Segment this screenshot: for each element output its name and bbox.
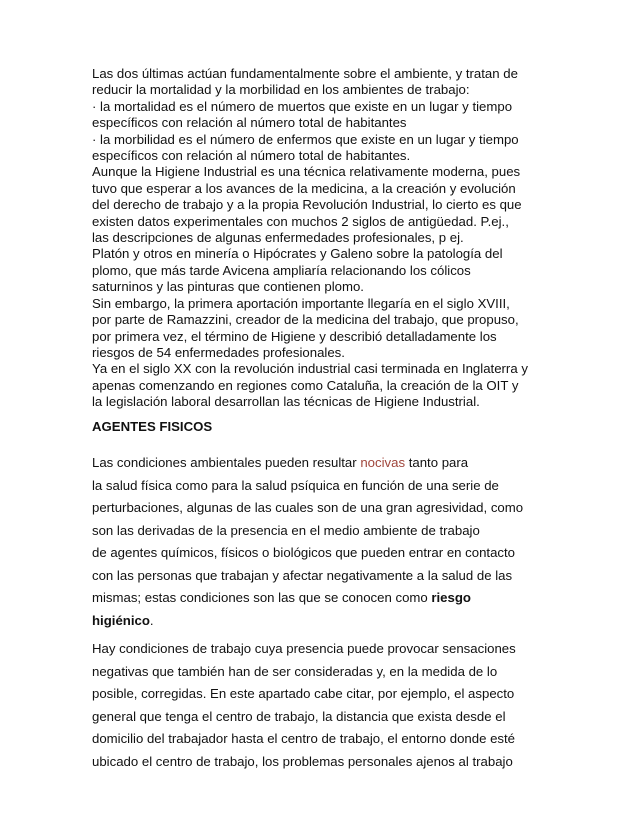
text-line: general que tenga el centro de trabajo, la distancia que exista desde el [92, 708, 506, 724]
text-line: con las personas que trabajan y afectar negativamente a la salud de las [92, 567, 513, 583]
text-line: apenas comenzando en regiones como Cataluña, la creación de la OIT y [92, 377, 519, 393]
text-line: Platón y otros en minería o Hipócrates y Galeno sobre la patología del [92, 246, 503, 262]
text-line: por primera vez, el término de Higiene y describió detalladamente los [92, 328, 497, 344]
text-line: específicos con relación al número total de habitantes [92, 115, 407, 131]
text-line: reducir la mortalidad y la morbilidad en los ambientes de trabajo: [92, 82, 470, 98]
agents-section [92, 452, 562, 773]
text-line: · la morbilidad es el número de enfermos que existe en un lugar y tiempo [92, 131, 519, 147]
text-line: negativas que también han de ser consideradas y, en la medida de lo [92, 663, 498, 679]
text-line: Ya en el siglo XX con la revolución industrial casi terminada en Inglaterra y [92, 361, 528, 377]
text-segment: . [149, 612, 154, 628]
text-line: perturbaciones, algunas de las cuales son de una gran agresividad, como [92, 500, 524, 515]
text-line: saturninos y las pinturas que contienen plomo. [92, 279, 364, 295]
text-line: Hay condiciones de trabajo cuya presencia puede provocar sensaciones [92, 641, 516, 656]
paragraph-1 [92, 452, 562, 632]
text-line: plomo, que más tarde Avicena ampliaría relacionando los cólicos [92, 262, 471, 278]
text-line: son las derivadas de la presencia en el medio ambiente de trabajo [92, 522, 480, 538]
text-line: específicos con relación al número total de habitantes. [92, 148, 411, 164]
nocivas-link[interactable]: nocivas [360, 455, 406, 470]
text-line [92, 610, 562, 633]
text-line: riesgos de 54 enfermedades profesionales. [92, 344, 345, 360]
text-line: del derecho de trabajo y a la propia Revolución Industrial, lo cierto es que [92, 197, 522, 213]
paragraph-2 [92, 638, 562, 773]
text-line: la salud física como para la salud psíquica en función de una serie de [92, 477, 499, 493]
text-line [92, 587, 562, 610]
intro-section [92, 66, 562, 411]
section-heading: AGENTES FISICOS [92, 419, 213, 434]
text-line: tuvo que esperar a los avances de la medicina, a la creación y evolución [92, 180, 516, 196]
text-line: las descripciones de algunas enfermedades profesionales, p ej. [92, 230, 464, 246]
bold-term: riesgo [431, 590, 471, 605]
text-line: la legislación laboral desarrollan las técnicas de Higiene Industrial. [92, 394, 480, 410]
text-line [92, 452, 562, 475]
text-line: existen datos experimentales con muchos 2 siglos de antigüedad. P.ej., [92, 213, 509, 229]
text-line: Sin embargo, la primera aportación importante llegaría en el siglo XVIII, [92, 295, 510, 311]
text-line: Aunque la Higiene Industrial es una técnica relativamente moderna, pues [92, 164, 521, 180]
bold-term: higiénico [92, 612, 150, 628]
text-line: por parte de Ramazzini, creador de la medicina del trabajo, que propuso, [92, 312, 519, 328]
text-line: de agentes químicos, físicos o biológicos que pueden entrar en contacto [92, 545, 516, 560]
text-line: Las dos últimas actúan fundamentalmente sobre el ambiente, y tratan de [92, 66, 518, 81]
text-line: domicilio del trabajador hasta el centro de trabajo, el entorno donde esté [92, 731, 516, 746]
text-segment: tanto para [405, 455, 469, 470]
text-line: posible, corregidas. En este apartado cabe citar, por ejemplo, el aspecto [92, 686, 515, 701]
text-line: · la mortalidad es el número de muertos que existe en un lugar y tiempo [92, 98, 513, 114]
text-segment: Las condiciones ambientales pueden resultar [92, 455, 361, 470]
text-line: ubicado el centro de trabajo, los problemas personales ajenos al trabajo [92, 753, 513, 769]
text-segment: mismas; estas condiciones son las que se conocen como [92, 590, 432, 605]
